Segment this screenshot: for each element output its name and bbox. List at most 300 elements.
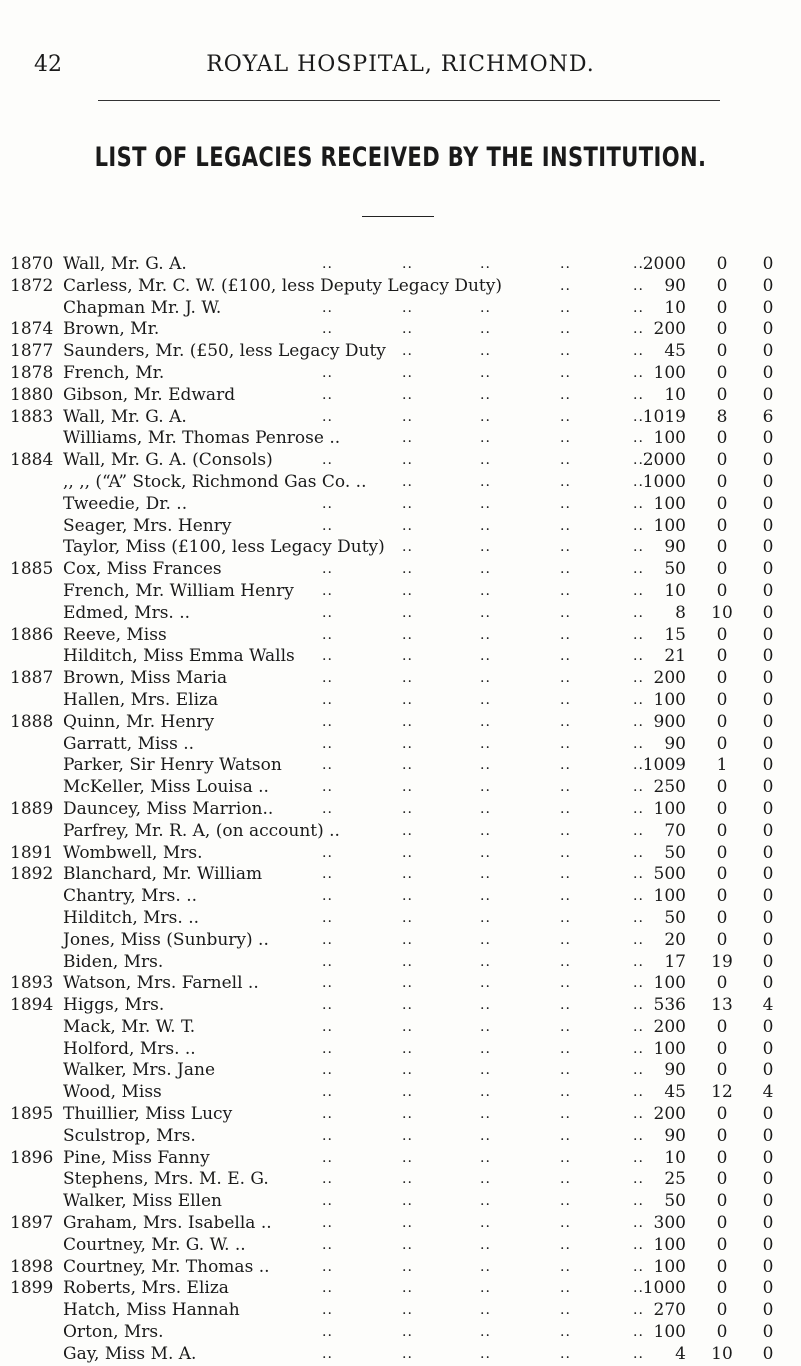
legacy-pounds: 1000 <box>642 471 686 492</box>
legacy-row <box>0 995 801 1017</box>
legacy-pounds: 10 <box>664 580 686 601</box>
leader-dots: .. .. .. .. .. <box>322 626 644 643</box>
legacy-pounds: 100 <box>653 1322 686 1343</box>
legacy-row <box>0 363 801 385</box>
legacy-pence: 0 <box>762 450 774 471</box>
legacy-pence: 6 <box>762 406 774 427</box>
legacy-name: Biden, Mrs. <box>63 951 164 972</box>
legacy-shillings: 0 <box>716 1016 728 1037</box>
leader-dots: .. .. .. .. <box>402 822 644 839</box>
legacy-row <box>0 1322 801 1344</box>
legacy-pounds: 90 <box>664 537 686 558</box>
legacy-row <box>0 1278 801 1300</box>
legacy-pounds: 17 <box>664 951 686 972</box>
legacy-name: Graham, Mrs. Isabella .. <box>63 1213 272 1234</box>
legacy-pence: 0 <box>762 602 774 623</box>
leader-dots: .. .. .. .. .. <box>322 1171 644 1188</box>
legacy-shillings: 0 <box>716 668 728 689</box>
legacy-row <box>0 690 801 712</box>
running-head: ROYAL HOSPITAL, RICHMOND. <box>206 52 595 77</box>
legacy-pounds: 200 <box>653 1016 686 1037</box>
leader-dots: .. .. .. .. .. <box>322 1236 644 1253</box>
legacy-name: Stephens, Mrs. M. E. G. <box>63 1169 269 1190</box>
legacy-pounds: 500 <box>653 864 686 885</box>
leader-dots: .. .. .. .. .. <box>322 1215 644 1232</box>
legacy-row <box>0 603 801 625</box>
legacy-name: Blanchard, Mr. William <box>63 864 263 885</box>
legacy-pence: 4 <box>762 1082 774 1103</box>
legacy-shillings: 0 <box>716 820 728 841</box>
legacy-year: 1896 <box>10 1147 54 1168</box>
legacy-row <box>0 952 801 974</box>
legacy-row <box>0 843 801 865</box>
leader-dots: .. .. .. .. .. <box>322 713 644 730</box>
header-rule <box>98 100 720 101</box>
legacy-shillings: 0 <box>716 1125 728 1146</box>
legacy-shillings: 0 <box>716 1038 728 1059</box>
legacy-pence: 0 <box>762 733 774 754</box>
legacies-list <box>0 254 801 1366</box>
leader-dots: .. .. .. .. .. <box>322 452 644 469</box>
legacy-shillings: 0 <box>716 297 728 318</box>
legacy-shillings: 0 <box>716 428 728 449</box>
legacy-name: Jones, Miss (Sunbury) .. <box>63 929 269 950</box>
legacy-pence: 0 <box>762 319 774 340</box>
legacy-year: 1892 <box>10 864 54 885</box>
leader-dots: .. .. .. .. .. <box>322 800 644 817</box>
legacy-row <box>0 864 801 886</box>
legacy-year: 1898 <box>10 1256 54 1277</box>
legacy-pence: 0 <box>762 1016 774 1037</box>
legacy-pence: 0 <box>762 1234 774 1255</box>
legacy-name: Pine, Miss Fanny <box>63 1147 210 1168</box>
legacy-row <box>0 559 801 581</box>
legacy-shillings: 0 <box>716 1169 728 1190</box>
legacy-name: Edmed, Mrs. .. <box>63 602 191 623</box>
legacy-pence: 0 <box>762 1169 774 1190</box>
legacy-pence: 0 <box>762 842 774 863</box>
legacy-name: Wall, Mr. G. A. (Consols) <box>63 450 273 471</box>
legacy-row <box>0 712 801 734</box>
legacy-pounds: 50 <box>664 842 686 863</box>
legacy-row <box>0 886 801 908</box>
legacy-pounds: 2000 <box>642 450 686 471</box>
legacy-pounds: 20 <box>664 929 686 950</box>
legacy-name: Chantry, Mrs. .. <box>63 886 198 907</box>
leader-dots: .. .. .. .. .. <box>322 1280 644 1297</box>
legacy-row <box>0 1191 801 1213</box>
legacy-pounds: 200 <box>653 1104 686 1125</box>
legacy-row <box>0 494 801 516</box>
leader-dots: .. .. .. .. .. <box>322 1106 644 1123</box>
legacy-shillings: 0 <box>716 624 728 645</box>
legacy-name: Parker, Sir Henry Watson <box>63 755 282 776</box>
leader-dots: .. .. .. .. .. <box>322 604 644 621</box>
legacy-name: Hatch, Miss Hannah <box>63 1300 240 1321</box>
legacy-shillings: 0 <box>716 471 728 492</box>
legacy-pence: 0 <box>762 428 774 449</box>
legacy-year: 1891 <box>10 842 54 863</box>
legacy-shillings: 0 <box>716 886 728 907</box>
leader-dots: .. .. .. .. .. <box>322 931 644 948</box>
legacy-pounds: 25 <box>664 1169 686 1190</box>
legacy-row <box>0 1344 801 1366</box>
legacy-pence: 0 <box>762 1343 774 1364</box>
leader-dots: .. .. .. .. .. <box>322 561 644 578</box>
legacy-pounds: 50 <box>664 907 686 928</box>
legacy-row <box>0 1017 801 1039</box>
legacy-pounds: 1019 <box>642 406 686 427</box>
legacy-shillings: 10 <box>711 1343 733 1364</box>
legacy-row <box>0 428 801 450</box>
legacy-shillings: 0 <box>716 1104 728 1125</box>
legacy-pence: 0 <box>762 471 774 492</box>
legacy-pence: 0 <box>762 341 774 362</box>
legacy-year: 1897 <box>10 1213 54 1234</box>
legacy-row <box>0 734 801 756</box>
leader-dots: .. .. .. .. .. <box>322 757 644 774</box>
legacy-shillings: 0 <box>716 1256 728 1277</box>
legacy-name: Wall, Mr. G. A. <box>63 254 187 274</box>
leader-dots: .. .. .. .. .. <box>322 1127 644 1144</box>
legacy-year: 1893 <box>10 973 54 994</box>
legacy-pence: 0 <box>762 755 774 776</box>
leader-dots: .. .. .. .. .. <box>322 888 644 905</box>
legacy-shillings: 0 <box>716 1213 728 1234</box>
legacy-pence: 0 <box>762 1322 774 1343</box>
legacy-pence: 0 <box>762 951 774 972</box>
leader-dots: .. .. .. .. .. <box>322 1062 644 1079</box>
legacy-pence: 0 <box>762 580 774 601</box>
legacy-name: French, Mr. William Henry <box>63 580 294 601</box>
legacy-shillings: 0 <box>716 537 728 558</box>
legacy-pounds: 100 <box>653 973 686 994</box>
legacy-pounds: 10 <box>664 384 686 405</box>
legacy-pence: 0 <box>762 1104 774 1125</box>
legacy-row <box>0 1104 801 1126</box>
legacy-shillings: 12 <box>711 1082 733 1103</box>
legacy-shillings: 19 <box>711 951 733 972</box>
legacy-pence: 0 <box>762 297 774 318</box>
legacy-pence: 0 <box>762 1213 774 1234</box>
leader-dots: .. .. .. .. .. <box>322 386 644 403</box>
legacy-shillings: 0 <box>716 1191 728 1212</box>
legacy-row <box>0 1257 801 1279</box>
legacy-row <box>0 908 801 930</box>
legacy-shillings: 0 <box>716 798 728 819</box>
legacy-shillings: 1 <box>716 755 728 776</box>
leader-dots: .. .. .. .. .. <box>322 975 644 992</box>
legacy-shillings: 0 <box>716 733 728 754</box>
legacy-pounds: 1000 <box>642 1278 686 1299</box>
legacy-pounds: 10 <box>664 1147 686 1168</box>
legacy-name: Courtney, Mr. G. W. .. <box>63 1234 246 1255</box>
legacy-year: 1883 <box>10 406 54 427</box>
legacy-row <box>0 1235 801 1257</box>
legacy-pounds: 8 <box>675 602 686 623</box>
legacy-shillings: 0 <box>716 646 728 667</box>
legacy-name: Wombwell, Mrs. <box>63 842 203 863</box>
legacy-shillings: 0 <box>716 493 728 514</box>
legacy-name: Gibson, Mr. Edward <box>63 384 236 405</box>
legacy-pounds: 50 <box>664 559 686 580</box>
legacy-pounds: 536 <box>653 995 686 1016</box>
legacy-pence: 0 <box>762 537 774 558</box>
legacy-year: 1886 <box>10 624 54 645</box>
leader-dots: .. .. .. .. .. <box>322 844 644 861</box>
legacy-row <box>0 668 801 690</box>
legacy-year: 1884 <box>10 450 54 471</box>
legacy-row <box>0 755 801 777</box>
leader-dots: .. .. .. .. <box>402 473 644 490</box>
leader-dots: .. .. .. .. .. <box>322 1193 644 1210</box>
legacy-name: Gay, Miss M. A. <box>63 1343 197 1364</box>
legacy-pence: 0 <box>762 973 774 994</box>
legacy-shillings: 0 <box>716 1147 728 1168</box>
legacy-pounds: 90 <box>664 275 686 296</box>
legacy-name: Garratt, Miss .. <box>63 733 195 754</box>
legacy-pence: 0 <box>762 1147 774 1168</box>
leader-dots: .. .. .. .. .. <box>322 1149 644 1166</box>
legacy-year: 1870 <box>10 254 54 274</box>
legacy-pounds: 100 <box>653 798 686 819</box>
leader-dots: .. .. .. .. .. <box>322 1258 644 1275</box>
legacy-pence: 0 <box>762 820 774 841</box>
legacy-row <box>0 973 801 995</box>
legacy-shillings: 0 <box>716 341 728 362</box>
legacy-pounds: 50 <box>664 1191 686 1212</box>
leader-dots: .. .. .. .. <box>402 430 644 447</box>
legacy-shillings: 0 <box>716 1300 728 1321</box>
legacy-row <box>0 646 801 668</box>
legacy-pence: 0 <box>762 275 774 296</box>
leader-dots: .. .. .. .. .. <box>322 1040 644 1057</box>
legacy-pounds: 15 <box>664 624 686 645</box>
legacy-row <box>0 385 801 407</box>
legacy-row <box>0 1039 801 1061</box>
legacy-row <box>0 450 801 472</box>
legacy-name: Orton, Mrs. <box>63 1322 164 1343</box>
leader-dots: .. .. .. .. .. <box>322 321 644 338</box>
legacy-name: Saunders, Mr. (£50, less Legacy Duty <box>63 341 386 362</box>
legacy-name: Chapman Mr. J. W. <box>63 297 222 318</box>
legacy-name: Wood, Miss <box>63 1082 162 1103</box>
legacy-pounds: 900 <box>653 711 686 732</box>
legacy-pence: 0 <box>762 1300 774 1321</box>
legacy-pounds: 200 <box>653 319 686 340</box>
legacy-shillings: 0 <box>716 1234 728 1255</box>
legacy-name: Cox, Miss Frances <box>63 559 222 580</box>
legacy-pence: 0 <box>762 1125 774 1146</box>
legacy-shillings: 0 <box>716 777 728 798</box>
legacy-year: 1877 <box>10 341 54 362</box>
legacy-shillings: 0 <box>716 711 728 732</box>
legacy-pounds: 100 <box>653 515 686 536</box>
leader-dots: .. .. .. .. .. <box>322 1018 644 1035</box>
legacy-year: 1895 <box>10 1104 54 1125</box>
legacy-shillings: 0 <box>716 907 728 928</box>
legacy-pounds: 10 <box>664 297 686 318</box>
leader-dots: .. .. .. .. .. <box>322 909 644 926</box>
legacy-name: Holford, Mrs. .. <box>63 1038 196 1059</box>
legacy-shillings: 0 <box>716 559 728 580</box>
legacy-pounds: 100 <box>653 493 686 514</box>
legacy-pence: 0 <box>762 907 774 928</box>
leader-dots: .. .. .. .. .. <box>322 691 644 708</box>
legacy-year: 1885 <box>10 559 54 580</box>
leader-dots: .. .. .. .. .. <box>322 408 644 425</box>
leader-dots: .. .. .. .. <box>402 539 644 556</box>
legacy-row <box>0 777 801 799</box>
legacy-year: 1874 <box>10 319 54 340</box>
legacy-pounds: 45 <box>664 1082 686 1103</box>
legacy-name: Sculstrop, Mrs. <box>63 1125 196 1146</box>
legacy-name: Wall, Mr. G. A. <box>63 406 187 427</box>
legacy-row <box>0 537 801 559</box>
legacy-pence: 0 <box>762 777 774 798</box>
legacy-name: Tweedie, Dr. .. <box>63 493 188 514</box>
legacy-pounds: 100 <box>653 1234 686 1255</box>
legacy-pence: 0 <box>762 624 774 645</box>
legacy-pounds: 100 <box>653 886 686 907</box>
legacy-name: Walker, Miss Ellen <box>63 1191 222 1212</box>
leader-dots: .. .. .. .. .. <box>322 256 644 272</box>
legacy-pounds: 90 <box>664 733 686 754</box>
legacy-row <box>0 298 801 320</box>
leader-dots: .. .. .. .. .. <box>322 1324 644 1341</box>
legacy-year: 1878 <box>10 362 54 383</box>
legacy-year: 1872 <box>10 275 54 296</box>
legacy-row <box>0 516 801 538</box>
legacy-pence: 4 <box>762 995 774 1016</box>
legacy-shillings: 0 <box>716 275 728 296</box>
legacy-pence: 0 <box>762 711 774 732</box>
leader-dots: .. .. .. .. <box>402 343 644 360</box>
leader-dots: .. .. .. .. .. <box>322 866 644 883</box>
legacy-row <box>0 1126 801 1148</box>
legacy-shillings: 0 <box>716 580 728 601</box>
legacy-shillings: 0 <box>716 362 728 383</box>
legacy-pounds: 200 <box>653 668 686 689</box>
legacy-pence: 0 <box>762 668 774 689</box>
legacy-row <box>0 254 801 276</box>
legacy-row <box>0 341 801 363</box>
legacy-row <box>0 625 801 647</box>
legacy-name: Parfrey, Mr. R. A, (on account) .. <box>63 820 340 841</box>
legacy-name: Carless, Mr. C. W. (£100, less Deputy Legacy Duty) <box>63 275 502 296</box>
legacy-pounds: 4 <box>675 1343 686 1364</box>
legacy-pence: 0 <box>762 493 774 514</box>
legacy-shillings: 10 <box>711 602 733 623</box>
legacy-year: 1889 <box>10 798 54 819</box>
legacy-name: Hallen, Mrs. Eliza <box>63 689 219 710</box>
legacy-pounds: 100 <box>653 1038 686 1059</box>
legacy-pence: 0 <box>762 646 774 667</box>
legacy-shillings: 0 <box>716 689 728 710</box>
legacy-name: Dauncey, Miss Marrion.. <box>63 798 274 819</box>
legacy-shillings: 0 <box>716 254 728 274</box>
legacy-shillings: 0 <box>716 319 728 340</box>
leader-dots: .. .. .. .. .. <box>322 364 644 381</box>
legacy-year: 1880 <box>10 384 54 405</box>
leader-dots: .. .. .. .. .. <box>322 997 644 1014</box>
leader-dots: .. .. .. .. .. <box>322 1084 644 1101</box>
legacy-name: ,, ,, (“A” Stock, Richmond Gas Co. .. <box>63 471 367 492</box>
legacy-name: Williams, Mr. Thomas Penrose .. <box>63 428 341 449</box>
legacy-name: Walker, Mrs. Jane <box>63 1060 216 1081</box>
legacy-row <box>0 276 801 298</box>
legacy-shillings: 8 <box>716 406 728 427</box>
legacy-year: 1899 <box>10 1278 54 1299</box>
legacy-row <box>0 319 801 341</box>
legacy-pounds: 90 <box>664 1060 686 1081</box>
legacy-shillings: 0 <box>716 450 728 471</box>
leader-dots: .. .. <box>560 277 644 294</box>
leader-dots: .. .. .. .. .. <box>322 1345 644 1362</box>
legacy-shillings: 0 <box>716 1322 728 1343</box>
legacy-name: Roberts, Mrs. Eliza <box>63 1278 229 1299</box>
leader-dots: .. .. .. .. .. <box>322 779 644 796</box>
legacy-pence: 0 <box>762 929 774 950</box>
leader-dots: .. .. .. .. .. <box>322 735 644 752</box>
legacy-row <box>0 1060 801 1082</box>
page-title: LIST OF LEGACIES RECEIVED BY THE INSTITUTION. <box>94 142 707 173</box>
legacy-row <box>0 407 801 429</box>
legacy-pence: 0 <box>762 254 774 274</box>
legacy-name: Courtney, Mr. Thomas .. <box>63 1256 270 1277</box>
legacy-row <box>0 930 801 952</box>
legacy-name: Seager, Mrs. Henry <box>63 515 232 536</box>
legacy-row <box>0 1148 801 1170</box>
legacy-pence: 0 <box>762 515 774 536</box>
leader-dots: .. .. .. .. .. <box>322 582 644 599</box>
legacy-name: Hilditch, Miss Emma Walls <box>63 646 295 667</box>
legacy-name: Mack, Mr. W. T. <box>63 1016 196 1037</box>
legacy-shillings: 0 <box>716 1060 728 1081</box>
legacy-shillings: 0 <box>716 1278 728 1299</box>
legacy-pounds: 100 <box>653 428 686 449</box>
legacy-name: McKeller, Miss Louisa .. <box>63 777 269 798</box>
legacy-pence: 0 <box>762 384 774 405</box>
legacy-pence: 0 <box>762 1038 774 1059</box>
legacy-name: Taylor, Miss (£100, less Legacy Duty) <box>63 537 385 558</box>
legacy-shillings: 0 <box>716 515 728 536</box>
leader-dots: .. .. .. .. .. <box>322 495 644 512</box>
legacy-pence: 0 <box>762 689 774 710</box>
legacy-name: French, Mr. <box>63 362 165 383</box>
leader-dots: .. .. .. .. .. <box>322 299 644 316</box>
legacy-pounds: 300 <box>653 1213 686 1234</box>
legacy-pounds: 70 <box>664 820 686 841</box>
legacy-year: 1888 <box>10 711 54 732</box>
legacy-name: Reeve, Miss <box>63 624 167 645</box>
legacy-pounds: 90 <box>664 1125 686 1146</box>
legacy-name: Higgs, Mrs. <box>63 995 165 1016</box>
legacy-pounds: 21 <box>664 646 686 667</box>
legacy-row <box>0 1213 801 1235</box>
legacy-pence: 0 <box>762 559 774 580</box>
legacy-pence: 0 <box>762 886 774 907</box>
legacy-name: Hilditch, Mrs. .. <box>63 907 199 928</box>
legacy-shillings: 0 <box>716 384 728 405</box>
title-rule <box>362 216 434 217</box>
legacy-name: Quinn, Mr. Henry <box>63 711 215 732</box>
legacy-shillings: 0 <box>716 842 728 863</box>
legacy-pence: 0 <box>762 798 774 819</box>
legacy-row <box>0 472 801 494</box>
legacy-row <box>0 821 801 843</box>
legacy-shillings: 0 <box>716 973 728 994</box>
